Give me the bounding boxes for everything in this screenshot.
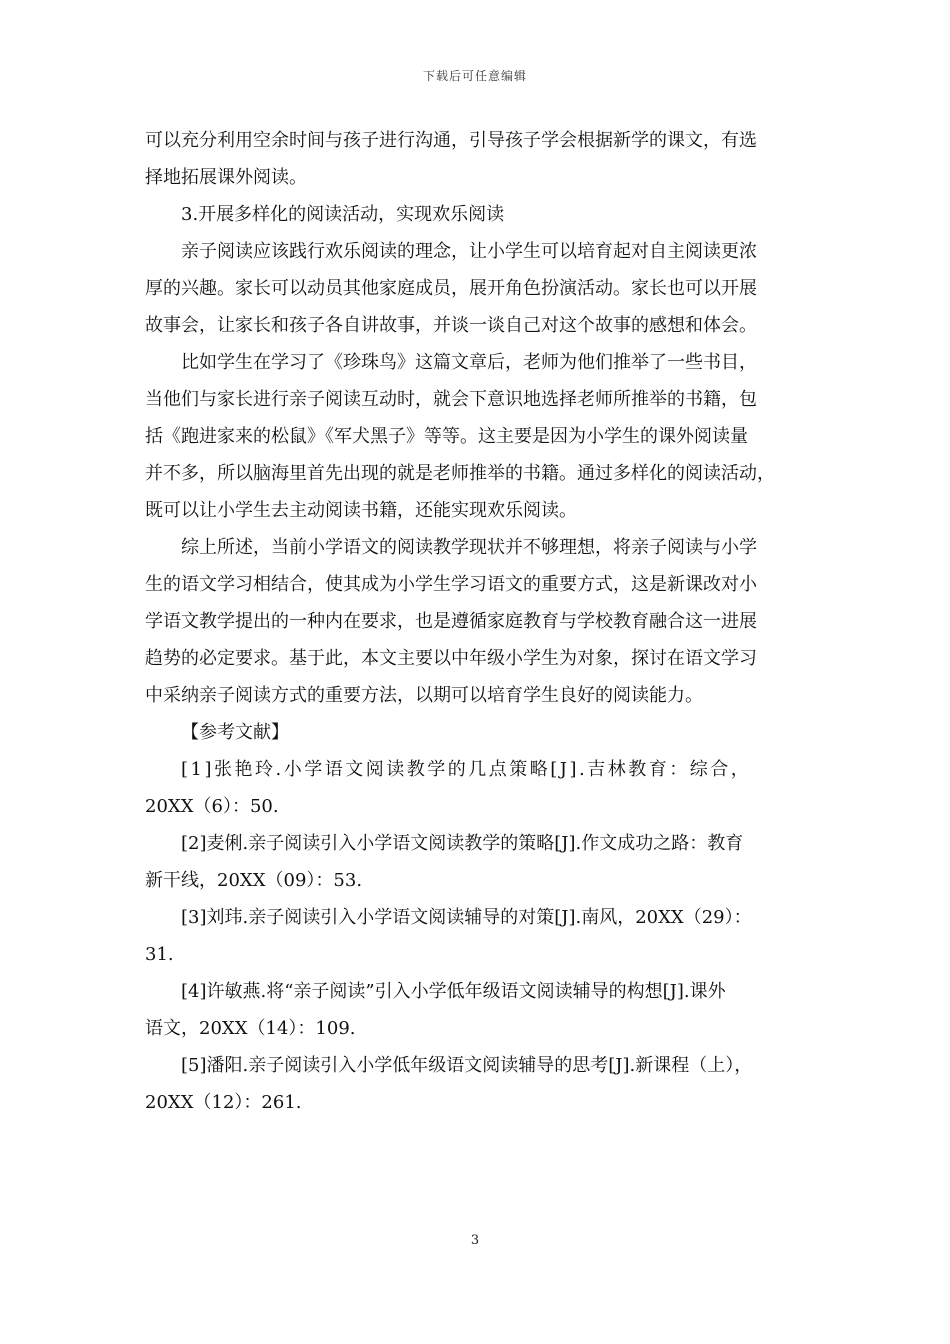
body-line: 生的语文学习相结合，使其成为小学生学习语文的重要方式，这是新课改对小: [145, 574, 757, 595]
reference-entry: [3]刘玮.亲子阅读引入小学语文阅读辅导的对策[J].南风，20XX（29）：: [181, 907, 752, 928]
body-line: 既可以让小学生去主动阅读书籍，还能实现欢乐阅读。: [145, 500, 577, 521]
body-line: 并不多，所以脑海里首先出现的就是老师推举的书籍。通过多样化的阅读活动，: [145, 463, 775, 484]
reference-entry: [2]麦俐.亲子阅读引入小学语文阅读教学的策略[J].作文成功之路：教育: [181, 833, 744, 854]
body-line: 综上所述，当前小学语文的阅读教学现状并不够理想，将亲子阅读与小学: [181, 537, 757, 558]
reference-entry-continued: 20XX（12）：261.: [145, 1092, 302, 1113]
body-line: 学语文教学提出的一种内在要求，也是遵循家庭教育与学校教育融合这一进展: [145, 611, 757, 632]
reference-entry-continued: 20XX（6）：50.: [145, 796, 279, 817]
body-line: 亲子阅读应该践行欢乐阅读的理念，让小学生可以培育起对自主阅读更浓: [181, 241, 757, 262]
reference-entry: [5]潘阳.亲子阅读引入小学低年级语文阅读辅导的思考[J].新课程（上），: [181, 1055, 753, 1076]
reference-entry: [4]许敏燕.将“亲子阅读”引入小学低年级语文阅读辅导的构想[J].课外: [181, 981, 726, 1002]
body-line: 括《跑进家来的松鼠》《军犬黑子》等等。这主要是因为小学生的课外阅读量: [145, 426, 748, 447]
reference-entry-continued: 31.: [145, 944, 174, 965]
header-note: 下载后可任意编辑: [422, 69, 527, 83]
reference-entry: [1]张艳玲.小学语文阅读教学的几点策略[J].吉林教育：综合，: [181, 759, 752, 780]
body-line: 择地拓展课外阅读。: [145, 167, 307, 188]
document-body: [145, 122, 805, 1121]
reference-entry-continued: 新干线，20XX（09）：53.: [145, 870, 363, 891]
body-line: 厚的兴趣。家长可以动员其他家庭成员，展开角色扮演活动。家长也可以开展: [145, 278, 757, 299]
body-line: 可以充分利用空余时间与孩子进行沟通，引导孩子学会根据新学的课文，有选: [145, 130, 757, 151]
body-line: 中采纳亲子阅读方式的重要方法，以期可以培育学生良好的阅读能力。: [145, 685, 703, 706]
body-line: 比如学生在学习了《珍珠鸟》这篇文章后，老师为他们推举了一些书目，: [181, 352, 757, 373]
reference-entry-continued: 语文，20XX（14）：109.: [145, 1018, 356, 1039]
body-line: 趋势的必定要求。基于此，本文主要以中年级小学生为对象，探讨在语文学习: [145, 648, 757, 669]
page-number: 3: [470, 1233, 480, 1248]
references-heading: 【参考文献】: [181, 722, 289, 743]
body-line: 当他们与家长进行亲子阅读互动时，就会下意识地选择老师所推举的书籍，包: [145, 389, 757, 410]
section-heading: 3.开展多样化的阅读活动，实现欢乐阅读: [181, 204, 505, 225]
body-line: 故事会，让家长和孩子各自讲故事，并谈一谈自己对这个故事的感想和体会。: [145, 315, 757, 336]
